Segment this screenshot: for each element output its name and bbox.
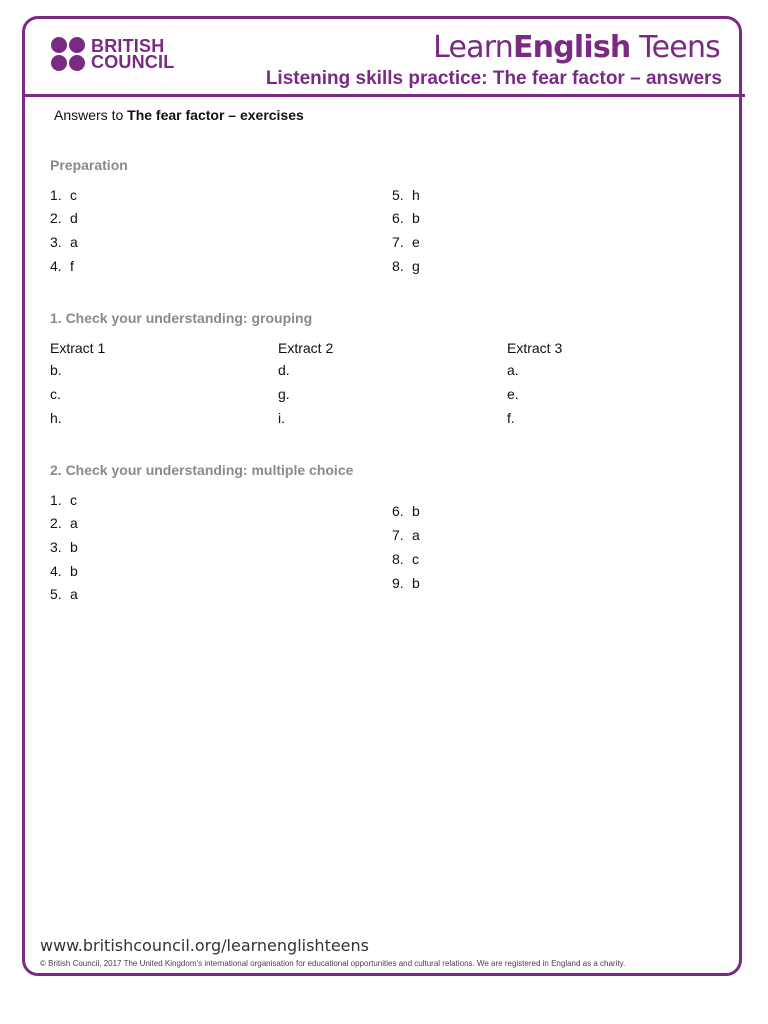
extract-header: Extract 2 (278, 340, 334, 356)
list-item: 8. c (392, 551, 419, 567)
footer-copyright: © British Council, 2017 The United Kingdom’s international organisation for educational opportunities and cultural relations. We are registered in England as a charity. (40, 959, 626, 968)
list-item: 6. b (392, 503, 420, 519)
header-divider (22, 94, 745, 97)
page-title: Listening skills practice: The fear factor – answers (265, 68, 722, 89)
logo-dots-icon (51, 37, 85, 71)
list-item: 2. a (50, 515, 78, 531)
list-item: b. (50, 362, 62, 378)
list-item: f. (507, 410, 515, 426)
list-item: 3. a (50, 234, 78, 250)
logo-line-1: BRITISH (91, 36, 165, 56)
list-item: 3. b (50, 539, 78, 555)
list-item: 1. c (50, 187, 77, 203)
list-item: 5. h (392, 187, 420, 203)
british-council-logo (51, 37, 174, 71)
list-item: 1. c (50, 492, 77, 508)
section-title-preparation: Preparation (50, 157, 128, 173)
list-item: 5. a (50, 586, 78, 602)
list-item: 7. a (392, 527, 420, 543)
list-item: e. (507, 386, 519, 402)
list-item: g. (278, 386, 290, 402)
list-item: 4. f (50, 258, 74, 274)
list-item: c. (50, 386, 61, 402)
section-title-grouping: 1. Check your understanding: grouping (50, 310, 313, 326)
page-frame (22, 16, 742, 976)
list-item: 6. b (392, 210, 420, 226)
list-item: 2. d (50, 210, 78, 226)
footer-url-link[interactable]: www.britishcouncil.org/learnenglishteens (40, 936, 369, 955)
list-item: i. (278, 410, 285, 426)
logo-line-2: COUNCIL (91, 52, 175, 72)
extract-header: Extract 3 (507, 340, 563, 356)
intro-line: Answers to The fear factor – exercises (54, 107, 304, 123)
list-item: 8. g (392, 258, 420, 274)
list-item: h. (50, 410, 62, 426)
list-item: 4. b (50, 563, 78, 579)
list-item: 7. e (392, 234, 420, 250)
section-title-multiple-choice: 2. Check your understanding: multiple choice (50, 462, 354, 478)
learnenglish-teens-logo: LearnEnglish Teens (433, 30, 720, 65)
list-item: a. (507, 362, 519, 378)
extract-header: Extract 1 (50, 340, 106, 356)
list-item: d. (278, 362, 290, 378)
list-item: 9. b (392, 575, 420, 591)
